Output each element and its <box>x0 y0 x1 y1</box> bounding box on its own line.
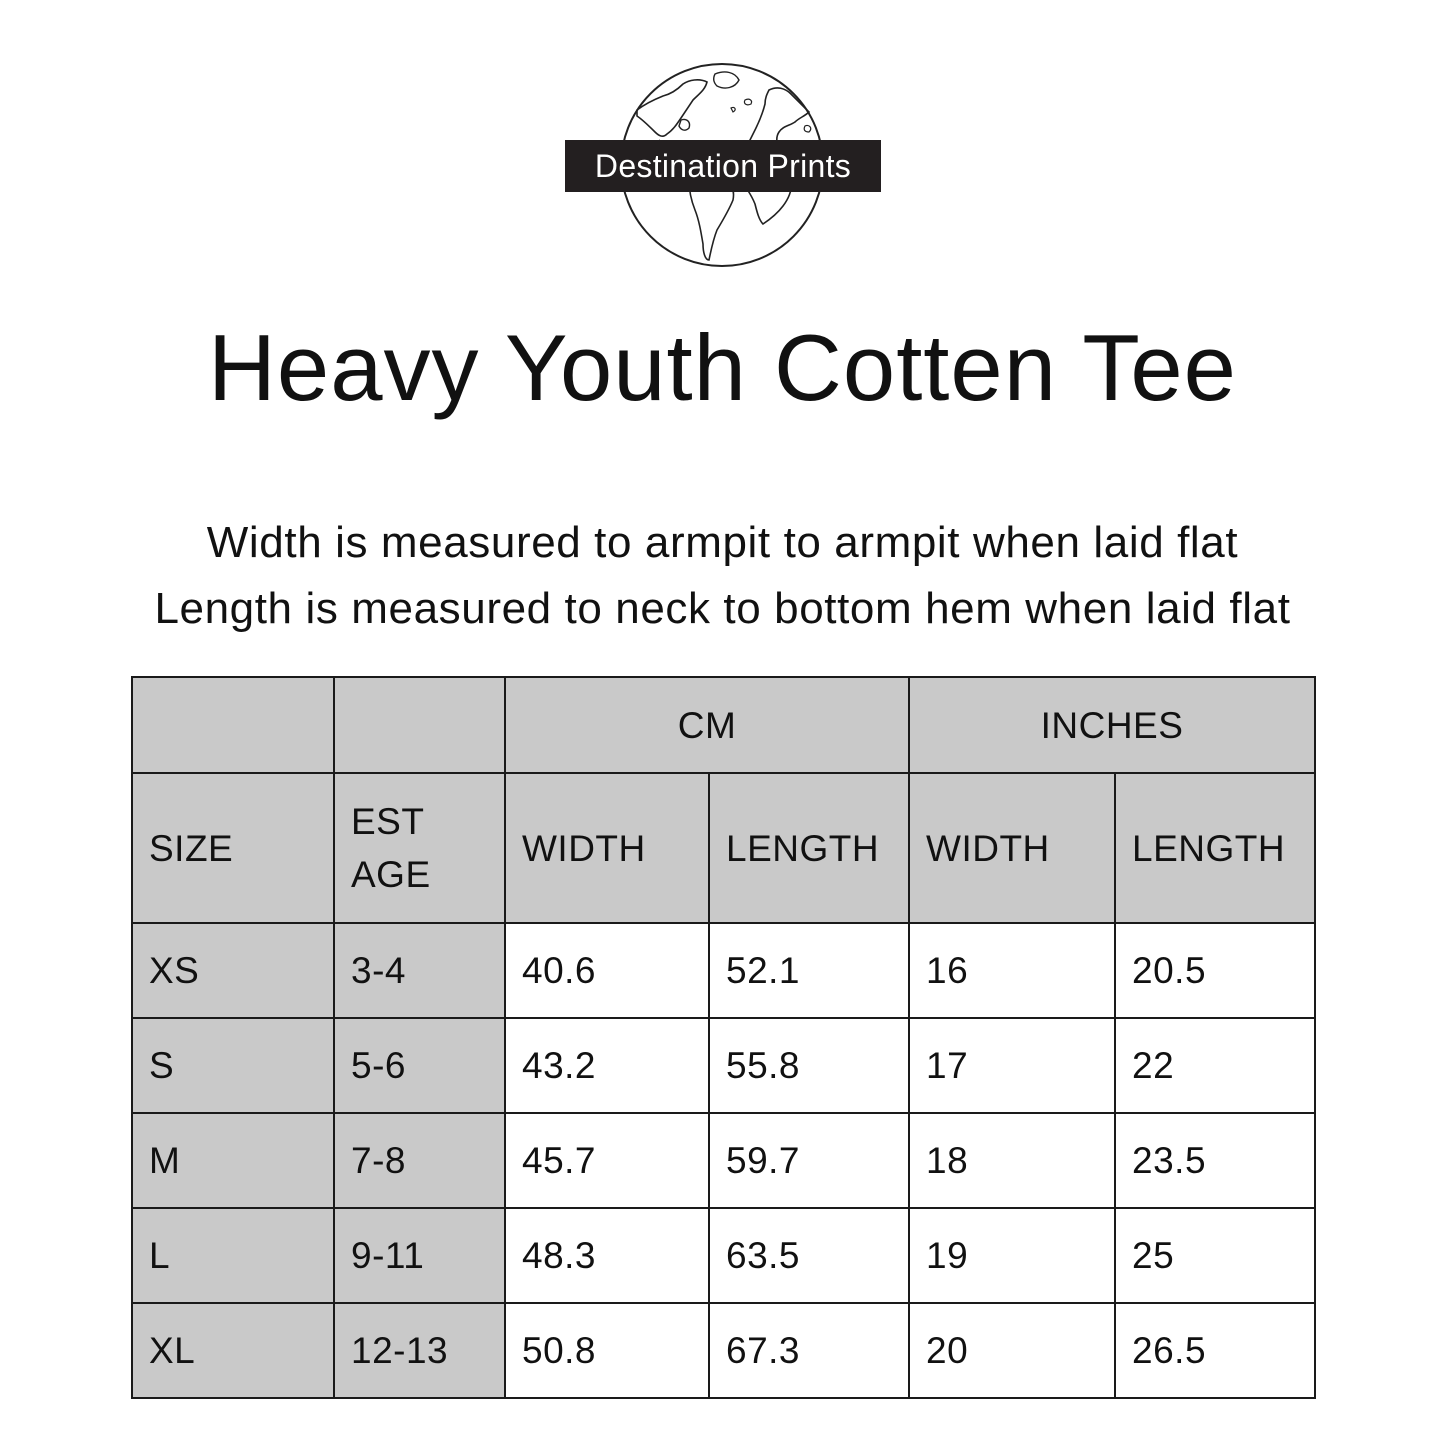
group-header-row <box>132 677 1315 773</box>
table-row <box>132 1113 1315 1208</box>
in-length-cell: 23.5 <box>1115 1113 1315 1208</box>
in-length-column-header: LENGTH <box>1115 773 1315 923</box>
table-row <box>132 1208 1315 1303</box>
age-cell: 5-6 <box>334 1018 505 1113</box>
in-width-column-header: WIDTH <box>909 773 1115 923</box>
cm-length-column-header: LENGTH <box>709 773 909 923</box>
est-age-column-header <box>334 773 505 923</box>
in-width-cell: 18 <box>909 1113 1115 1208</box>
brand-logo <box>562 60 882 272</box>
size-column-header: SIZE <box>132 773 334 923</box>
table-row <box>132 923 1315 1018</box>
age-cell: 3-4 <box>334 923 505 1018</box>
cm-width-cell: 45.7 <box>505 1113 709 1208</box>
cm-width-cell: 50.8 <box>505 1303 709 1398</box>
size-cell: L <box>132 1208 334 1303</box>
est-age-line-2: AGE <box>351 854 431 895</box>
in-length-cell: 26.5 <box>1115 1303 1315 1398</box>
size-cell: XL <box>132 1303 334 1398</box>
table-row <box>132 1018 1315 1113</box>
age-cell: 7-8 <box>334 1113 505 1208</box>
table-row <box>132 1303 1315 1398</box>
cm-length-cell: 52.1 <box>709 923 909 1018</box>
in-length-cell: 25 <box>1115 1208 1315 1303</box>
size-chart-table <box>131 676 1316 1399</box>
est-age-line-1: EST <box>351 801 425 842</box>
length-note: Length is measured to neck to bottom hem when laid flat <box>154 584 1291 633</box>
cm-length-cell: 63.5 <box>709 1208 909 1303</box>
size-cell: XS <box>132 923 334 1018</box>
in-width-cell: 17 <box>909 1018 1115 1113</box>
width-note: Width is measured to armpit to armpit when laid flat <box>206 518 1239 567</box>
in-width-cell: 20 <box>909 1303 1115 1398</box>
cm-group-header: CM <box>505 677 909 773</box>
cm-width-cell: 40.6 <box>505 923 709 1018</box>
in-width-cell: 19 <box>909 1208 1115 1303</box>
empty-header-cell <box>132 677 334 773</box>
in-width-cell: 16 <box>909 923 1115 1018</box>
size-cell: M <box>132 1113 334 1208</box>
cm-length-cell: 55.8 <box>709 1018 909 1113</box>
column-header-row <box>132 773 1315 923</box>
cm-length-cell: 59.7 <box>709 1113 909 1208</box>
empty-header-cell <box>334 677 505 773</box>
cm-width-cell: 48.3 <box>505 1208 709 1303</box>
cm-length-cell: 67.3 <box>709 1303 909 1398</box>
page-title: Heavy Youth Cotten Tee <box>208 315 1237 420</box>
age-cell: 9-11 <box>334 1208 505 1303</box>
age-cell: 12-13 <box>334 1303 505 1398</box>
cm-width-column-header: WIDTH <box>505 773 709 923</box>
brand-name: Destination Prints <box>565 140 881 192</box>
size-cell: S <box>132 1018 334 1113</box>
in-length-cell: 20.5 <box>1115 923 1315 1018</box>
in-length-cell: 22 <box>1115 1018 1315 1113</box>
inches-group-header: INCHES <box>909 677 1315 773</box>
cm-width-cell: 43.2 <box>505 1018 709 1113</box>
measurement-notes <box>0 510 1445 642</box>
